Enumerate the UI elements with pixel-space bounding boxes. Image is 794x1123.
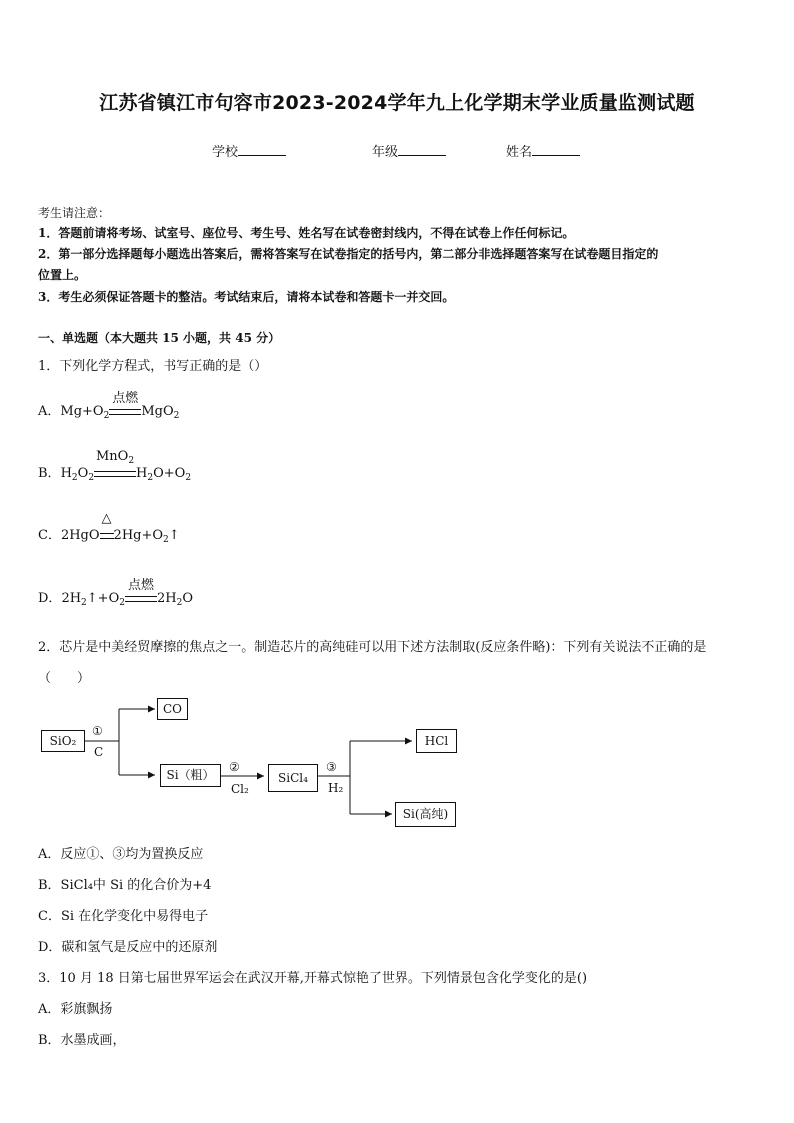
q2-option-d[interactable]: D．碳和氢气是反应中的还原剂 xyxy=(38,940,218,955)
notice-item-2: 2．第一部分选择题每小题选出答案后，需将答案写在试卷指定的括号内，第二部分非选择题答案写在试卷题目指定的 xyxy=(38,247,659,261)
page-title: 江苏省镇江市句容市2023-2024学年九上化学期末学业质量监测试题 xyxy=(99,92,695,114)
step2-reagent: Cl₂ xyxy=(231,782,249,796)
q1-a-condition: 点燃 xyxy=(112,391,139,406)
notice-heading: 考生请注意： xyxy=(38,206,111,220)
step1-number: ① xyxy=(92,724,103,738)
notice-item-3: 3．考生必须保证答题卡的整洁。考试结束后，请将本试卷和答题卡一并交回。 xyxy=(38,290,455,304)
school-label: 学校 xyxy=(212,145,239,160)
name-blank[interactable] xyxy=(532,143,580,156)
q1-c-label: C． xyxy=(38,528,61,543)
notice-item-2-cont: 位置上。 xyxy=(38,268,87,282)
q1-option-b[interactable]: B．$H_2O_2$ MnO$_2$ $H_2O+O_2$ xyxy=(38,449,192,483)
grade-field[interactable] xyxy=(372,141,446,160)
q3-stem: 3．10 月 18 日第七届世界军运会在武汉开幕,开幕式惊艳了世界。下列情景包含化学变化的是() xyxy=(38,971,588,986)
grade-label: 年级 xyxy=(372,145,399,160)
school-blank[interactable] xyxy=(238,143,286,156)
q2-option-c[interactable]: C．Si 在化学变化中易得电子 xyxy=(38,909,209,924)
section-heading: 一、单选题（本大题共 15 小题，共 45 分） xyxy=(38,331,281,345)
name-label: 姓名 xyxy=(506,145,533,160)
box-co: CO xyxy=(157,698,188,720)
q1-b-label: B． xyxy=(38,466,61,481)
q1-stem: 1．下列化学方程式，书写正确的是（） xyxy=(38,359,268,374)
q3-option-b[interactable]: B．水墨成画， xyxy=(38,1033,126,1048)
grade-blank[interactable] xyxy=(398,143,446,156)
box-sicl4: SiCl₄ xyxy=(268,764,318,792)
step3-reagent: H₂ xyxy=(328,781,344,795)
q2-stem: 2．芯片是中美经贸摩擦的焦点之一。制造芯片的高纯硅可以用下述方法制取(反应条件略)：下列有关说法不正确的是 xyxy=(38,640,707,655)
school-field[interactable] xyxy=(212,141,286,160)
q1-option-c[interactable]: C．2HgO △ $2Hg+O_2↑$ xyxy=(38,511,180,545)
q1-b-condition: MnO xyxy=(96,449,129,464)
step3-number: ③ xyxy=(326,760,337,774)
q1-a-label: A． xyxy=(38,404,61,419)
name-field[interactable] xyxy=(506,141,580,160)
q1-option-a[interactable]: A．$Mg+O_2$ 点燃 MgO$_2$ xyxy=(38,400,179,419)
q1-option-d[interactable]: D．$2H_2↑+O_2$ 点燃 $2H_2O$ xyxy=(38,587,193,606)
box-si-crude: Si（粗） xyxy=(160,764,221,787)
step2-number: ② xyxy=(229,760,240,774)
step1-reagent: C xyxy=(94,745,104,759)
q3-option-a[interactable]: A．彩旗飘扬 xyxy=(38,1002,113,1017)
q2-option-b[interactable]: B．SiCl₄中 Si 的化合价为+4 xyxy=(38,878,212,893)
q1-d-label: D． xyxy=(38,591,62,606)
box-si-pure: Si(高纯) xyxy=(395,802,456,827)
q2-answer-paren: （ ） xyxy=(38,671,91,686)
q1-c-condition: △ xyxy=(101,511,112,526)
q1-d-condition: 点燃 xyxy=(127,578,154,593)
notice-item-1: 1．答题前请将考场、试室号、座位号、考生号、姓名写在试卷密封线内，不得在试卷上作任何标记。 xyxy=(38,226,575,240)
q2-option-a[interactable]: A．反应①、③均为置换反应 xyxy=(38,847,204,862)
box-sio2: SiO₂ xyxy=(41,730,85,752)
box-hcl: HCl xyxy=(416,729,457,753)
